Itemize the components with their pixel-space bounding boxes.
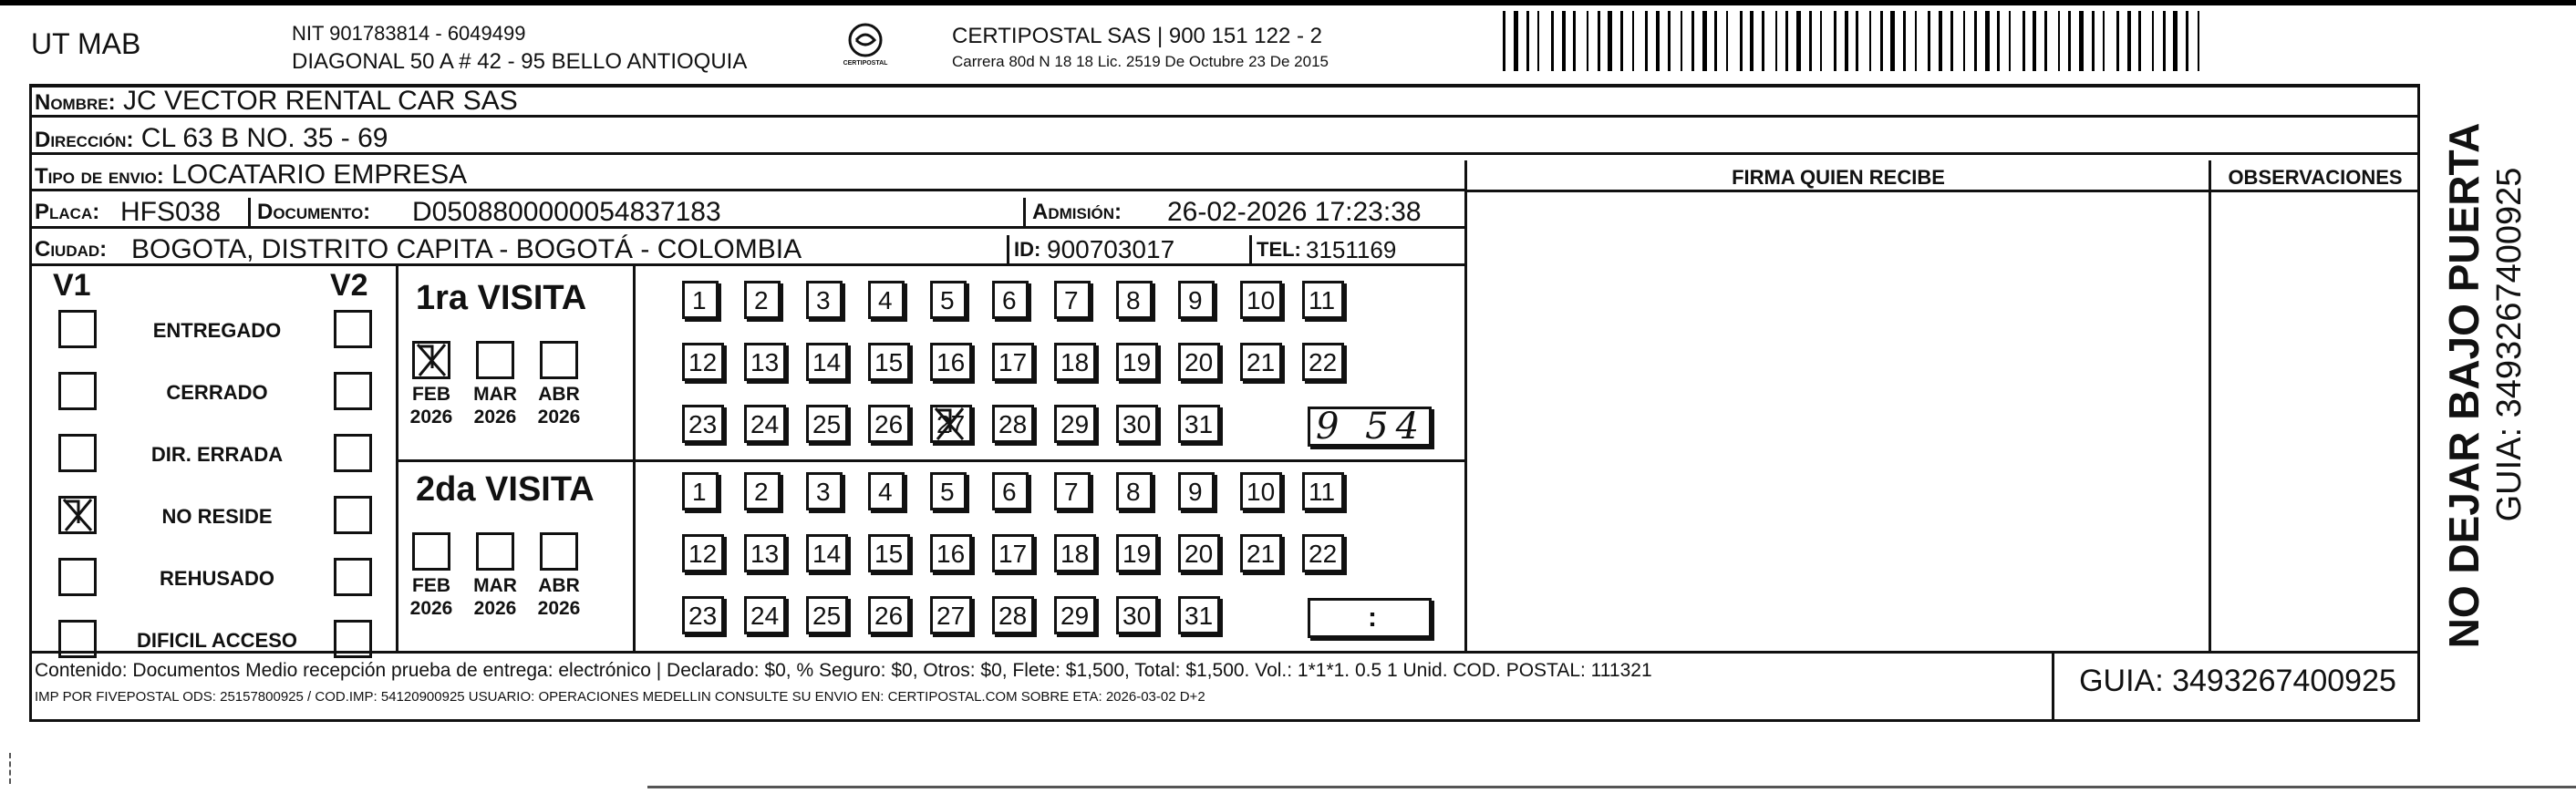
day-checkbox[interactable] (930, 405, 972, 443)
month-checkbox[interactable] (540, 341, 578, 379)
barcode-bar (1750, 11, 1754, 71)
status-label: ENTREGADO (152, 319, 282, 342)
day-number: 31 (1185, 410, 1214, 438)
month-label (531, 574, 587, 620)
barcode-bar (1834, 11, 1836, 71)
ciudad-value: BOGOTA, DISTRITO CAPITA - BOGOTÁ - COLOMBIA (131, 234, 802, 264)
status-v2-checkbox[interactable] (334, 310, 372, 348)
day-number: 7 (1064, 478, 1079, 506)
day-checkbox[interactable] (1302, 534, 1344, 572)
day-checkbox[interactable] (868, 281, 905, 319)
status-label: DIFICIL ACCESO (136, 629, 297, 652)
observaciones-header: OBSERVACIONES (2228, 166, 2403, 189)
day-number: 17 (998, 348, 1028, 376)
barcode-bar (2116, 11, 2119, 71)
barcode-bar (1928, 11, 1930, 71)
barcode-bar (1562, 11, 1566, 71)
barcode-bar (2152, 11, 2154, 71)
status-v1-checkbox[interactable] (58, 434, 97, 472)
tipo-label: Tipo de envio: (35, 164, 164, 189)
id-value: 900703017 (1047, 235, 1175, 263)
status-label: CERRADO (166, 381, 268, 404)
day-checkbox[interactable] (744, 343, 786, 381)
barcode-bar (1702, 11, 1707, 71)
day-checkbox[interactable] (1240, 472, 1282, 510)
month-checkbox[interactable] (412, 532, 450, 571)
day-checkbox[interactable] (806, 472, 843, 510)
observaciones-area[interactable] (2212, 193, 2418, 651)
day-checkbox[interactable] (1116, 343, 1158, 381)
direccion-label: Dirección: (35, 128, 134, 152)
barcode-bar (1985, 11, 1990, 71)
day-checkbox[interactable] (1178, 405, 1220, 443)
day-checkbox[interactable] (868, 596, 910, 634)
day-checkbox[interactable] (806, 343, 848, 381)
day-number: 22 (1309, 540, 1338, 568)
status-v2-checkbox[interactable] (334, 372, 372, 410)
direccion-value: CL 63 B NO. 35 - 69 (140, 123, 388, 153)
day-checkbox[interactable] (744, 534, 786, 572)
day-number: 10 (1247, 286, 1276, 314)
barcode-bar (1587, 11, 1588, 71)
day-number: 1 (692, 286, 707, 314)
day-checkbox[interactable] (930, 472, 967, 510)
barcode-bar (2127, 11, 2131, 71)
footer-divider (29, 651, 2420, 654)
barcode-bar (1939, 11, 1942, 71)
barcode-bar (1573, 11, 1576, 71)
day-number: 31 (1185, 602, 1214, 630)
barcode-bar (1740, 11, 1743, 71)
visit-divider (396, 459, 1466, 462)
row-direccion (29, 124, 2420, 155)
month-name: MAR (473, 384, 517, 405)
visit2-time-box[interactable] (1308, 598, 1432, 638)
day-number: 6 (1002, 286, 1017, 314)
day-checkbox[interactable] (744, 596, 786, 634)
barcode-bar (2023, 11, 2025, 71)
day-number: 26 (874, 602, 904, 630)
day-checkbox[interactable] (1054, 596, 1096, 634)
day-check-mark-icon (930, 405, 968, 443)
admision-label: Admisión: (1032, 200, 1122, 224)
day-checkbox[interactable] (1178, 281, 1215, 319)
day-number: 1 (692, 478, 707, 506)
barcode-bar (1880, 11, 1883, 71)
day-number: 21 (1247, 540, 1276, 568)
side-guia: GUIA: 3493267400925 (2490, 167, 2529, 522)
footer-guia-divider (2052, 651, 2054, 722)
day-number: 18 (1060, 348, 1090, 376)
day-checkbox[interactable] (868, 534, 910, 572)
day-number: 27 (936, 602, 966, 630)
day-number: 29 (1060, 602, 1090, 630)
month-checkbox[interactable] (476, 341, 514, 379)
day-number: 25 (812, 410, 842, 438)
day-number: 10 (1247, 478, 1276, 506)
month-year: 2026 (473, 598, 517, 619)
barcode-bar (2103, 11, 2105, 71)
status-label: DIR. ERRADA (150, 443, 284, 466)
day-checkbox[interactable] (1302, 472, 1344, 510)
month-year: 2026 (409, 407, 453, 427)
barcode-bar (1632, 11, 1634, 71)
barcode-bar (1785, 11, 1788, 71)
company-name: UT MAB (31, 27, 141, 60)
day-checkbox[interactable] (744, 281, 781, 319)
day-checkbox[interactable] (806, 405, 848, 443)
day-number: 9 (1188, 286, 1203, 314)
tel-value: 3151169 (1306, 236, 1397, 263)
barcode-bar (1726, 11, 1728, 71)
day-checkbox[interactable] (682, 534, 724, 572)
month-checkbox[interactable] (412, 341, 450, 379)
day-number: 27 (936, 410, 966, 438)
month-label (403, 383, 460, 428)
day-number: 3 (816, 286, 831, 314)
company-address: DIAGONAL 50 A # 42 - 95 BELLO ANTIOQUIA (292, 49, 748, 74)
day-number: 22 (1309, 348, 1338, 376)
day-number: 17 (998, 540, 1028, 568)
visit2-title: 2da VISITA (416, 470, 595, 509)
day-checkbox[interactable] (1054, 281, 1091, 319)
day-number: 23 (688, 410, 718, 438)
footer-guia: GUIA: 3493267400925 (2079, 664, 2396, 698)
day-checkbox[interactable] (682, 596, 724, 634)
admision-value: 26-02-2026 17:23:38 (1167, 197, 1422, 227)
tel-label: TEL: (1257, 238, 1301, 261)
barcode-bar (1963, 11, 1965, 71)
day-number: 5 (940, 478, 955, 506)
footer-line2: IMP POR FIVEPOSTAL ODS: 25157800925 / COD.IMP: 54120900925 USUARIO: OPERACIONES MEDELLIN CONSULTE SU ENVIO EN: CERTIPOSTAL.COM SOBRE ETA: 2026-03-02 D+2 (35, 689, 1205, 705)
firma-column (1464, 160, 1467, 653)
barcode-bar (2173, 11, 2178, 71)
day-checkbox[interactable] (1178, 596, 1220, 634)
status-v2-checkbox[interactable] (334, 558, 372, 596)
id-divider (1007, 235, 1009, 266)
barcode-bar (2163, 11, 2166, 71)
day-checkbox[interactable] (1116, 596, 1158, 634)
month-check-mark-icon (412, 341, 450, 379)
day-number: 2 (754, 478, 769, 506)
documento-label: Documento: (257, 200, 371, 224)
barcode-bar (1668, 11, 1671, 71)
day-number: 13 (750, 348, 780, 376)
placa-divider (248, 198, 251, 229)
barcode-bar (1845, 11, 1848, 71)
day-checkbox[interactable] (682, 472, 719, 510)
footer-line1: Contenido: Documentos Medio recepción prueba de entrega: electrónico | Declarado: $0, % Seguro: $0, Otros: $0, Flete: $1,500, Total: $1,500. Vol.: 1*1*1. 0.5 1 Unid. COD. POSTAL: 111321 (35, 660, 1652, 681)
day-checkbox[interactable] (992, 281, 1029, 319)
day-number: 18 (1060, 540, 1090, 568)
status-v1-checkbox[interactable] (58, 558, 97, 596)
day-number: 8 (1126, 478, 1141, 506)
barcode-bar (2068, 11, 2071, 71)
day-checkbox[interactable] (744, 472, 781, 510)
day-checkbox[interactable] (1178, 534, 1220, 572)
day-checkbox[interactable] (930, 534, 972, 572)
day-checkbox[interactable] (1054, 343, 1096, 381)
firma-header: FIRMA QUIEN RECIBE (1732, 166, 1945, 189)
day-checkbox[interactable] (1302, 281, 1344, 319)
month-label (467, 383, 523, 428)
month-name: ABR (538, 575, 580, 596)
month-year: 2026 (537, 407, 581, 427)
signature-area[interactable] (1468, 193, 2207, 651)
day-checkbox[interactable] (682, 281, 719, 319)
visit1-title: 1ra VISITA (416, 279, 587, 317)
day-number: 16 (936, 540, 966, 568)
barcode-bar (1974, 11, 1977, 71)
day-checkbox[interactable] (1240, 343, 1282, 381)
day-checkbox[interactable] (930, 343, 972, 381)
day-checkbox[interactable] (1054, 405, 1096, 443)
month-checkbox[interactable] (476, 532, 514, 571)
barcode-bar (1762, 11, 1764, 71)
day-number: 29 (1060, 410, 1090, 438)
barcode-bar (1856, 11, 1858, 71)
month-year: 2026 (409, 598, 453, 619)
tipo-value: LOCATARIO EMPRESA (171, 160, 468, 190)
day-number: 23 (688, 602, 718, 630)
barcode-bar (1809, 11, 1812, 71)
day-checkbox[interactable] (1116, 405, 1158, 443)
barcode-bar (1775, 11, 1777, 71)
status-v1-checkbox[interactable] (58, 496, 97, 534)
barcode-bar (1598, 11, 1600, 71)
barcode-bar (2058, 11, 2060, 71)
cut-mark (9, 753, 13, 784)
barcode-bar (1514, 11, 1518, 71)
day-number: 30 (1122, 602, 1152, 630)
id-label: ID: (1014, 238, 1041, 261)
month-checkbox[interactable] (540, 532, 578, 571)
day-checkbox[interactable] (1054, 472, 1091, 510)
v2-header: V2 (330, 268, 368, 303)
day-checkbox[interactable] (930, 281, 967, 319)
admision-divider (1023, 198, 1026, 229)
day-number: 11 (1309, 478, 1336, 506)
visit1-time-box[interactable] (1308, 407, 1432, 447)
day-checkbox[interactable] (806, 596, 848, 634)
day-checkbox[interactable] (992, 534, 1034, 572)
month-label (403, 574, 460, 620)
barcode-bar (1950, 11, 1953, 71)
day-number: 4 (878, 286, 893, 314)
status-v1-checkbox[interactable] (58, 310, 97, 348)
day-number: 13 (750, 540, 780, 568)
barcode-bar (2009, 11, 2011, 71)
row-ciudad (29, 235, 1466, 266)
barcode-bar (2092, 11, 2095, 71)
day-number: 11 (1309, 286, 1336, 314)
visit1-time-handwritten: 9 54 (1316, 406, 1427, 448)
day-number: 20 (1185, 540, 1214, 568)
barcode (1503, 0, 2212, 82)
day-number: 28 (998, 410, 1028, 438)
v1-header: V1 (53, 268, 91, 303)
barcode-bar (1656, 11, 1660, 71)
day-checkbox[interactable] (1178, 343, 1220, 381)
day-number: 24 (750, 410, 780, 438)
day-number: 20 (1185, 348, 1214, 376)
barcode-bar (2138, 11, 2141, 71)
day-checkbox[interactable] (1302, 343, 1344, 381)
status-v1-checkbox[interactable] (58, 372, 97, 410)
status-label: NO RESIDE (161, 505, 273, 528)
day-number: 3 (816, 478, 831, 506)
status-v2-checkbox[interactable] (334, 434, 372, 472)
day-checkbox[interactable] (1240, 534, 1282, 572)
month-name: FEB (412, 575, 450, 596)
day-checkbox[interactable] (806, 534, 848, 572)
day-number: 4 (878, 478, 893, 506)
tel-divider (1249, 235, 1252, 266)
day-number: 2 (754, 286, 769, 314)
day-number: 15 (874, 540, 904, 568)
month-label (467, 574, 523, 620)
status-v2-checkbox[interactable] (334, 620, 372, 658)
day-number: 19 (1122, 348, 1152, 376)
barcode-bar (1796, 11, 1801, 71)
barcode-bar (1820, 11, 1822, 71)
day-number: 24 (750, 602, 780, 630)
nombre-value: JC VECTOR RENTAL CAR SAS (122, 86, 518, 116)
barcode-bar (1526, 11, 1529, 71)
status-label: REHUSADO (160, 567, 274, 590)
row-nombre (29, 87, 2420, 118)
day-checkbox[interactable] (992, 343, 1034, 381)
barcode-bar (1714, 11, 1717, 71)
barcode-bar (1915, 11, 1917, 71)
status-v2-checkbox[interactable] (334, 496, 372, 534)
day-checkbox[interactable] (1116, 534, 1158, 572)
day-number: 19 (1122, 540, 1152, 568)
barcode-bar (2044, 11, 2047, 71)
barcode-bar (1620, 11, 1623, 71)
day-number: 8 (1126, 286, 1141, 314)
day-checkbox[interactable] (1240, 281, 1282, 319)
month-name: MAR (473, 575, 517, 596)
month-label (531, 383, 587, 428)
day-number: 5 (940, 286, 955, 314)
barcode-bar (1645, 11, 1648, 71)
day-checkbox[interactable] (744, 405, 786, 443)
barcode-bar (2079, 11, 2084, 71)
barcode-bar (1608, 11, 1612, 71)
placa-value: HFS038 (120, 197, 222, 227)
barcode-bar (1537, 11, 1539, 71)
day-number: 26 (874, 410, 904, 438)
day-checkbox[interactable] (806, 281, 843, 319)
no-dejar-warning: NO DEJAR BAJO PUERTA (2440, 122, 2488, 649)
barcode-bar (1551, 11, 1554, 71)
day-checkbox[interactable] (1054, 534, 1096, 572)
row-placa (29, 198, 1466, 229)
day-checkbox[interactable] (868, 472, 905, 510)
day-checkbox[interactable] (682, 343, 724, 381)
barcode-bar (1503, 11, 1505, 71)
logo-text: CERTIPOSTAL (843, 60, 888, 67)
day-number: 30 (1122, 410, 1152, 438)
carrier-logo (837, 22, 894, 73)
day-checkbox[interactable] (1178, 472, 1215, 510)
ciudad-label: Ciudad: (35, 237, 108, 262)
documento-value: D0508800000054837183 (412, 197, 721, 227)
day-number: 16 (936, 348, 966, 376)
day-checkbox[interactable] (930, 596, 972, 634)
day-number: 14 (812, 540, 842, 568)
day-number: 12 (688, 348, 718, 376)
placa-label: Placa: (35, 200, 100, 224)
cut-line (647, 786, 2576, 788)
day-number: 7 (1064, 286, 1079, 314)
barcode-bar (1691, 11, 1694, 71)
barcode-bar (1903, 11, 1906, 71)
barcode-bar (1681, 11, 1682, 71)
carrier-name: CERTIPOSTAL SAS | 900 151 122 - 2 (952, 24, 1322, 48)
row-tipo (29, 160, 1466, 191)
status-v1-checkbox[interactable] (58, 620, 97, 658)
day-number: 21 (1247, 348, 1276, 376)
day-checkbox[interactable] (868, 405, 910, 443)
day-number: 28 (998, 602, 1028, 630)
carrier-license: Carrera 80d N 18 18 Lic. 2519 De Octubre 23 De 2015 (952, 53, 1329, 70)
day-number: 9 (1188, 478, 1203, 506)
status-check-mark-icon (58, 496, 97, 534)
day-checkbox[interactable] (868, 343, 910, 381)
day-number: 15 (874, 348, 904, 376)
day-checkbox[interactable] (1116, 281, 1153, 319)
day-checkbox[interactable] (1116, 472, 1153, 510)
month-year: 2026 (473, 407, 517, 427)
day-number: 6 (1002, 478, 1017, 506)
barcode-bar (2186, 11, 2188, 71)
observaciones-column (2209, 160, 2211, 653)
barcode-bar (1997, 11, 2000, 71)
day-checkbox[interactable] (992, 596, 1034, 634)
firma-header-line (1464, 190, 2420, 192)
month-name: ABR (538, 384, 580, 405)
barcode-bar (2033, 11, 2036, 71)
nombre-label: Nombre: (35, 90, 116, 115)
barcode-bar (1890, 11, 1895, 71)
barcode-bar (1869, 11, 1871, 71)
day-checkbox[interactable] (992, 405, 1034, 443)
day-number: 25 (812, 602, 842, 630)
day-number: 14 (812, 348, 842, 376)
month-year: 2026 (537, 598, 581, 619)
day-checkbox[interactable] (992, 472, 1029, 510)
company-nit: NIT 901783814 - 6049499 (292, 22, 526, 45)
day-number: 12 (688, 540, 718, 568)
barcode-bar (2198, 11, 2199, 71)
visit2-time-placeholder: : (1368, 602, 1377, 633)
day-checkbox[interactable] (682, 405, 724, 443)
month-name: FEB (412, 384, 450, 405)
